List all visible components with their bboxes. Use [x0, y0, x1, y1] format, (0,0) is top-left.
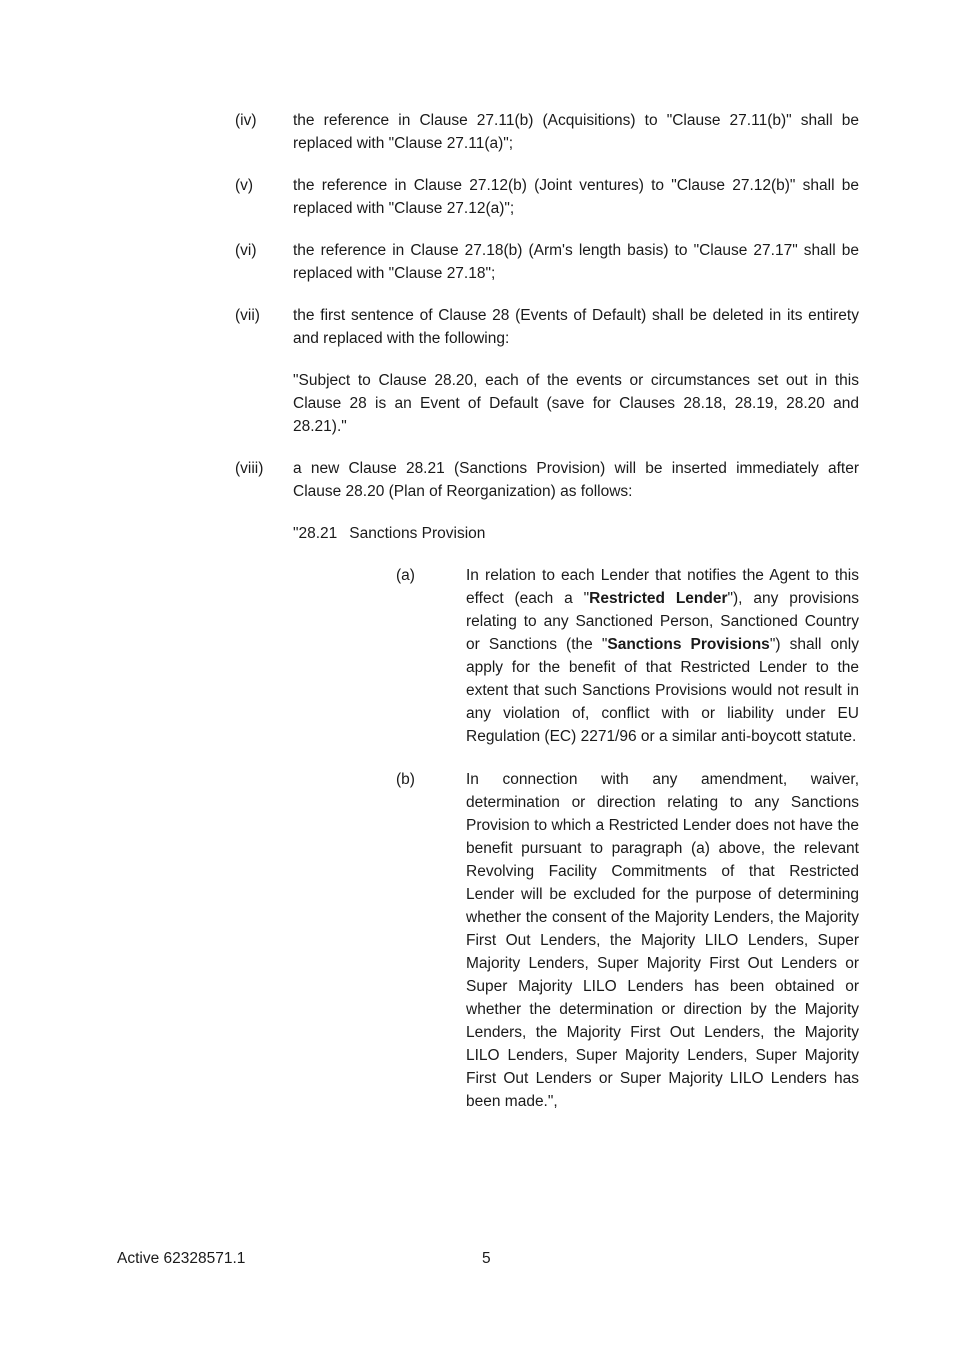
subclause-a-text-mid: "), any provisions relating to any Sanctioned Person, Sanctioned Country or Sanctions (the "	[466, 590, 859, 653]
quoted-replacement-text: "Subject to Clause 28.20, each of the events or circumstances set out in this Clause 28 is an Event of Default (save for Clauses 28.18, 28.19, 28.20 and 28.21)."	[293, 372, 859, 435]
list-item-iv	[0, 109, 966, 155]
subclause-a-text-pre: In relation to each Lender that notifies the Agent to this effect (each a "	[466, 567, 859, 607]
subclause-a-text-post: ") shall only apply for the benefit of that Restricted Lender to the extent that such Sanctions Provisions would not result in any violation of, conflict with or liability under EU Regulation (EC) 2271/96 or a similar anti-boycott statute.	[466, 636, 859, 745]
item-text: a new Clause 28.21 (Sanctions Provision) will be inserted immediately after Clause 28.20 (Plan of Reorganization) as follows:	[293, 460, 859, 500]
item-marker: (vi)	[235, 242, 257, 259]
list-item-vii	[0, 304, 966, 350]
list-item-v	[0, 174, 966, 220]
subitem-text: In connection with any amendment, waiver, determination or direction relating to any Sanctions Provision to which a Restricted Lender does not have the benefit pursuant to paragraph (a) above, the relevant Revolving Facility Commitments of that Restricted Lender will be excluded for the purpose of determining whether the consent of the Majority Lenders, the Majority First Out Lenders, the Majority LILO Lenders, Super Majority Lenders, Super Majority First Out Lenders or Super Majority LILO Lenders has been obtained or whether the determination or direction by the Majority Lenders, the Majority First Out Lenders, the Majority LILO Lenders, Super Majority Lenders, Super Majority First Out Lenders or Super Majority LILO Lenders has been made.",	[466, 771, 859, 1110]
item-marker: (viii)	[235, 460, 264, 477]
footer-page-number: 5	[482, 1250, 491, 1267]
clause-heading-title: Sanctions Provision	[349, 525, 486, 542]
list-item-vi	[0, 239, 966, 285]
defined-term-restricted-lender: Restricted Lender	[589, 590, 728, 607]
item-text: the first sentence of Clause 28 (Events of Default) shall be deleted in its entirety and replaced with the following:	[293, 307, 859, 347]
item-marker: (v)	[235, 177, 254, 194]
item-text: the reference in Clause 27.11(b) (Acquisitions) to "Clause 27.11(b)" shall be replaced with "Clause 27.11(a)";	[293, 112, 859, 152]
subitem-marker: (a)	[396, 567, 415, 584]
document-content	[0, 109, 966, 1133]
clause-heading-number: "28.21	[293, 525, 338, 542]
footer-doc-ref: Active 62328571.1	[117, 1250, 246, 1267]
subclause-b	[0, 768, 966, 1113]
list-item-viii	[0, 457, 966, 503]
item-marker: (iv)	[235, 112, 257, 129]
subitem-text	[466, 564, 859, 748]
item-text: the reference in Clause 27.12(b) (Joint ventures) to "Clause 27.12(b)" shall be replaced with "Clause 27.12(a)";	[293, 177, 859, 217]
item-marker: (vii)	[235, 307, 260, 324]
defined-term-sanctions-provisions: Sanctions Provisions	[607, 636, 770, 653]
subitem-marker: (b)	[396, 771, 415, 788]
subclause-a	[0, 564, 966, 748]
clause-28-21-heading	[293, 522, 859, 545]
item-text: the reference in Clause 27.18(b) (Arm's length basis) to "Clause 27.17" shall be replaced with "Clause 27.18";	[293, 242, 859, 282]
